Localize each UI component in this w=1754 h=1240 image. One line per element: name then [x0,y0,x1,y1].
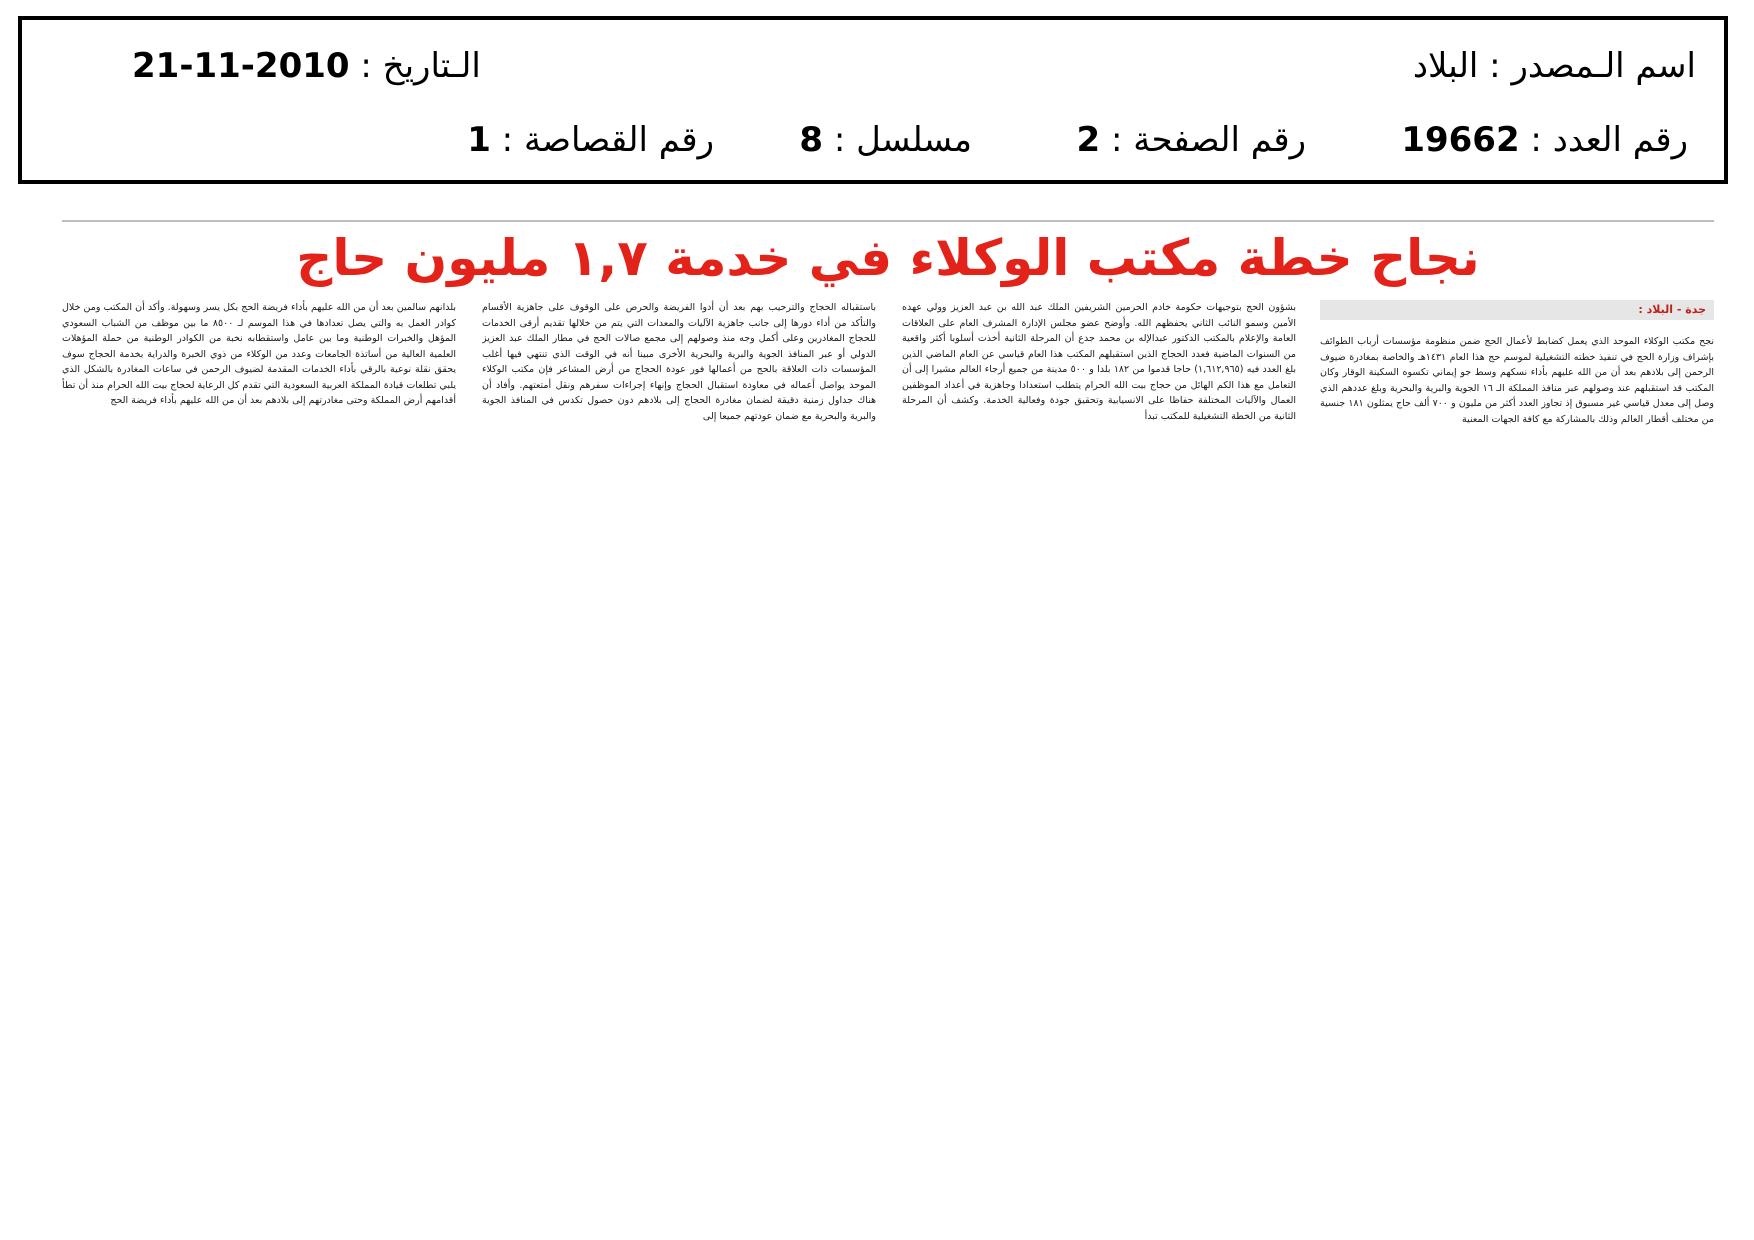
serial-value: 8 [799,120,824,160]
article-column-3-text: باستقباله الحجاج والترحيب بهم بعد أن أدوا الفريضة والحرص على الوقوف على جاهزية الأقسام والتأكد من أداء دورها إلى جانب جاهزية الآليات والمعدات التي يتم من خلالها تقديم أرقى الخدمات للحجاج المغادرين وعلى أكمل وجه منذ وصولهم إلى مجمع صالات الحج في مطار الملك عبد العزيز الدولي أو عبر المنافذ الجوية والبرية والبحرية الأخرى مبينا أنه في الوقت الذي تنتهي فيها أغلب المؤسسات ذات العلاقة بالحج من أعمالها فور عودة الحجاج من أرض المشاعر فإن مكتب الوكلاء الموحد يواصل أعماله في معاودة استقبال الحجاج وإنهاء إجراءات سفرهم ونقل أمتعتهم. وأفاد أن هناك جداول زمنية دقيقة لضمان مغادرة الحجاج إلى بلادهم دون حصول تكدس في المنافذ الجوية والبرية والبحرية مع ضمان عودتهم جميعا إلى [482,302,876,422]
date-label: الـتاريخ : [349,46,481,86]
clip-label: رقم القصاصة : [490,120,714,160]
article-column-4 [62,300,456,448]
source-label: اسم الـمصدر : [1478,46,1696,86]
article-column-2 [902,300,1296,448]
article-headline: نجاح خطة مكتب الوكلاء في خدمة ١,٧ مليون حاج [296,229,1480,287]
serial-label: مسلسل : [823,120,972,160]
issue-label: رقم العدد : [1519,120,1688,160]
clip-value: 1 [467,120,491,160]
date-field [132,46,481,86]
issue-field [1401,120,1688,160]
page-field [1076,120,1306,160]
source-value: البلاد [1412,46,1479,86]
article-column-1 [1320,300,1714,448]
article-column-2-text: بشؤون الحج بتوجيهات حكومة خادم الحرمين الشريفين الملك عبد الله بن عبد العزيز وولي عهده الأمين وسمو النائب الثاني يحفظهم الله. وأوضح عضو مجلس الإدارة المشرف العام على العلاقات العامة والإعلام بالمكتب الدكتور عبدالإله بن محمد جدع أن المرحلة الثانية أخذت أسلوبا أكثر واقعية من السنوات الماضية فعدد الحجاج الذين استقبلهم المكتب هذا العام قياسي عن العام الماضي الذين بلغ العدد فيه (١,٦١٢,٩٦٥) حاجا قدموا من ١٨٢ بلدا و ٥٠٠ مدينة من جميع أرجاء العالم مشيرا إلى أن التعامل مع هذا الكم الهائل من حجاج بيت الله الحرام يتطلب استعدادا وجاهزية في أعداد الموظفين العمال والآليات المختلفة حفاظا على الانسيابية وتحقيق جودة وفعالية الخدمة. وكشف أن المرحلة الثانية من الخطة التشغيلية للمكتب تبدأ [902,302,1296,422]
article-column-3 [482,300,876,448]
clip-field [467,120,714,160]
date-value: 2010-11-21 [132,46,350,86]
article-top-rule [62,220,1714,222]
article-column-1-text: نجح مكتب الوكلاء الموحد الذي يعمل كضابط لأعمال الحج ضمن منظومة مؤسسات أرباب الطوائف بإشراف وزارة الحج في تنفيذ خطته التشغيلية لموسم حج هذا العام ١٤٣١هـ والخاصة بمغادرة ضيوف الرحمن إلى بلادهم بعد أن من الله عليهم بأداء نسكهم وسط جو إيماني تكسوه السكينة الوقار وكان المكتب قد استقبلهم عند وصولهم عبر منافذ المملكة الـ ١٦ الجوية والبرية والبحرية وبلغ عددهم الذي وصل إلى معدل قياسي غير مسبوق إذ تجاوز العدد أكثر من مليون و ٧٠٠ ألف حاج يمثلون ١٨١ جنسية من مختلف أقطار العالم وذلك بالمشاركة مع كافة الجهات المعنية [1320,336,1714,425]
page-value: 2 [1076,120,1101,160]
clipping-header [18,16,1728,184]
issue-value: 19662 [1401,120,1520,160]
page-label: رقم الصفحة : [1100,120,1306,160]
article-column-4-text: بلدانهم سالمين بعد أن من الله عليهم بأداء فريضة الحج بكل يسر وسهولة. وأكد أن المكتب ومن خلال كوادر العمل به والتي يصل تعدادها في هذا الموسم لـ ٨٥٠٠ ما بين موظف من الشباب السعودي المؤهل والخبرات الوطنية وما بين عامل واستقطابه نخبة من الكوادر الوطنية من حملة المؤهلات العلمية العالية من أساتذة الجامعات وعدد من الوكلاء من ذوي الخبرة والدراية بخدمة الحجاج سوف يحقق نقلة نوعية بالرقي بأداء الخدمات المقدمة لضيوف الرحمن في ساعات المغادرة بالشكل الذي يلبي تطلعات قيادة المملكة العربية السعودية التي تقدم كل الرعاية لحجاج بيت الله الحرام منذ أن تطأ أقدامهم أرض المملكة وحتى مغادرتهم إلى بلادهم بعد أن من الله عليهم بأداء فريضة الحج [62,302,456,406]
serial-field [799,120,972,160]
source-field [1413,46,1696,86]
article-byline: جدة - البلاد : [1320,300,1714,320]
